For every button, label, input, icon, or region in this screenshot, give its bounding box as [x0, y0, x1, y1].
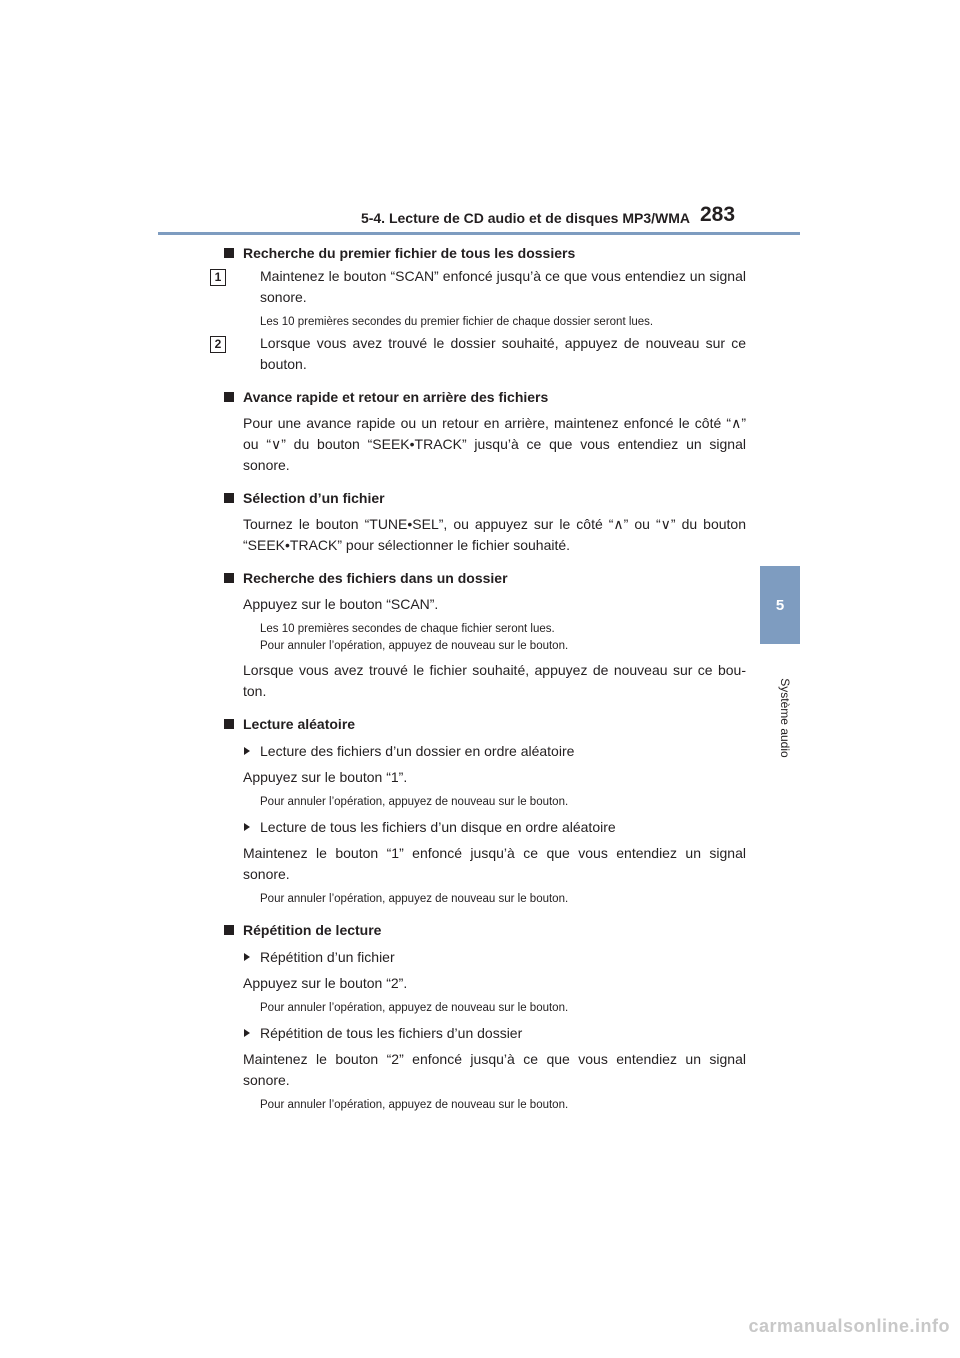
- sub-item-note: Pour annuler l’opération, appuyez de nouveau sur le bouton.: [260, 1099, 569, 1111]
- section-title: Recherche du premier fichier de tous les dossiers: [243, 245, 576, 261]
- section-heading: [224, 387, 746, 408]
- section-text-2: Lorsque vous avez trouvé le fichier souhaité, appuyez de nouveau sur ce bou-ton.: [243, 662, 746, 699]
- section-folder-file-search: [224, 568, 746, 702]
- section-fast-forward: [224, 387, 746, 476]
- chapter-label: Système audio: [778, 678, 792, 758]
- watermark: carmanualsonline.info: [748, 1316, 950, 1336]
- section-random-playback: [224, 714, 746, 908]
- section-note: Les 10 premières secondes de chaque fichier seront lues.: [260, 623, 555, 635]
- square-bullet-icon: [224, 392, 234, 402]
- step-number-box: 2: [210, 336, 226, 353]
- section-repeat-playback: [224, 920, 746, 1114]
- section-text: Pour une avance rapide ou un retour en arrière, maintenez enfoncé le côté “∧” ou “∨” du bouton “SEEK•TRACK” jusqu’à ce que vous entendiez un signal sonore.: [243, 415, 746, 473]
- square-bullet-icon: [224, 573, 234, 583]
- section-text: Tournez le bouton “TUNE•SEL”, ou appuyez sur le côté “∧” ou “∨” du bouton “SEEK•TRACK” pour sélectionner le fichier souhaité.: [243, 516, 746, 553]
- sub-item-text: Appuyez sur le bouton “1”.: [243, 769, 408, 785]
- step-text: Lorsque vous avez trouvé le dossier souhaité, appuyez de nouveau sur ce bouton.: [260, 335, 746, 372]
- sub-item-title: Répétition d’un fichier: [260, 949, 395, 965]
- chapter-tab: 5: [760, 566, 800, 644]
- section-heading: [224, 714, 746, 735]
- sub-item-text: Maintenez le bouton “2” enfoncé jusqu’à ce que vous entendiez un signal sonore.: [243, 1051, 746, 1088]
- sub-item-title: Répétition de tous les fichiers d’un dossier: [260, 1025, 523, 1041]
- section-heading: [224, 920, 746, 941]
- sub-item-note: Pour annuler l’opération, appuyez de nouveau sur le bouton.: [260, 1002, 569, 1014]
- triangle-bullet-icon: [244, 747, 250, 755]
- triangle-bullet-icon: [244, 953, 250, 961]
- sub-item-title: Lecture des fichiers d’un dossier en ordre aléatoire: [260, 743, 575, 759]
- triangle-bullet-icon: [244, 1029, 250, 1037]
- triangle-bullet-icon: [244, 823, 250, 831]
- step-note: Les 10 premières secondes du premier fichier de chaque dossier seront lues.: [260, 316, 654, 328]
- section-title: Sélection d’un fichier: [243, 490, 385, 506]
- sub-item-note: Pour annuler l’opération, appuyez de nouveau sur le bouton.: [260, 893, 569, 905]
- sub-item-title: Lecture de tous les fichiers d’un disque en ordre aléatoire: [260, 819, 616, 835]
- section-title: Recherche des fichiers dans un dossier: [243, 570, 508, 586]
- sub-item-text: Appuyez sur le bouton “2”.: [243, 975, 408, 991]
- square-bullet-icon: [224, 719, 234, 729]
- page-number: 283: [700, 203, 736, 226]
- sub-item-heading: [224, 947, 746, 968]
- sub-item-heading: [224, 817, 746, 838]
- square-bullet-icon: [224, 248, 234, 258]
- section-note: Pour annuler l’opération, appuyez de nouveau sur le bouton.: [260, 640, 569, 652]
- square-bullet-icon: [224, 493, 234, 503]
- sub-item-heading: [224, 1023, 746, 1044]
- square-bullet-icon: [224, 925, 234, 935]
- section-title: Répétition de lecture: [243, 922, 382, 938]
- sub-item-heading: [224, 741, 746, 762]
- section-title: Avance rapide et retour en arrière des fichiers: [243, 389, 549, 405]
- section-heading: [224, 568, 746, 589]
- section-file-selection: [224, 488, 746, 556]
- section-header-title: 5-4. Lecture de CD audio et de disques MP3/WMA: [360, 210, 690, 226]
- sub-item-note: Pour annuler l’opération, appuyez de nouveau sur le bouton.: [260, 796, 569, 808]
- header-rule: [158, 232, 800, 235]
- section-heading: [224, 488, 746, 509]
- step-number-box: 1: [210, 269, 226, 286]
- section-title: Lecture aléatoire: [243, 716, 356, 732]
- step-2: [214, 333, 746, 375]
- page-content: [214, 243, 746, 1114]
- section-first-file-search: [214, 243, 746, 375]
- section-text: Appuyez sur le bouton “SCAN”.: [243, 596, 439, 612]
- section-heading: [224, 243, 746, 264]
- step-text: Maintenez le bouton “SCAN” enfoncé jusqu’à ce que vous entendiez un signal sonore.: [260, 268, 746, 305]
- step-1: [214, 266, 746, 308]
- sub-item-text: Maintenez le bouton “1” enfoncé jusqu’à ce que vous entendiez un signal sonore.: [243, 845, 746, 882]
